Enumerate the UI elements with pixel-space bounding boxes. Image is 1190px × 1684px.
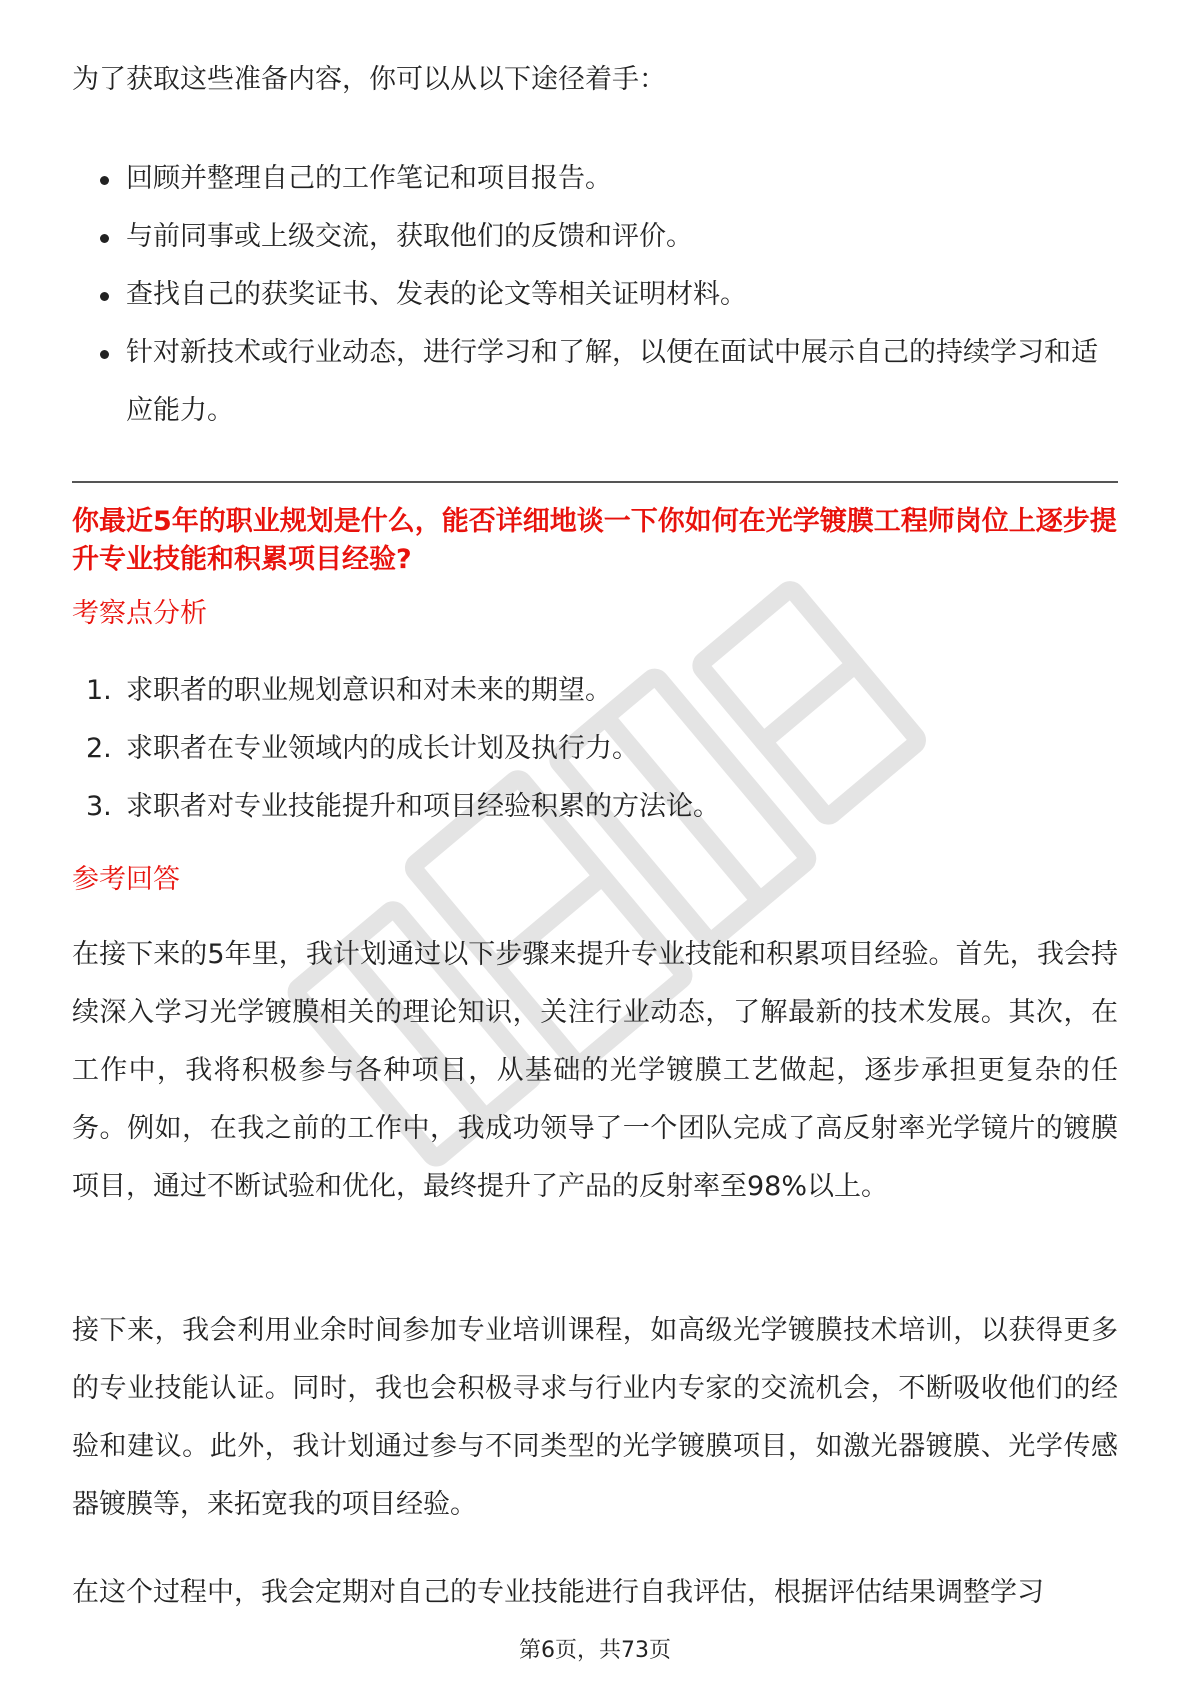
list-item	[72, 324, 1118, 440]
list-item-text: 针对新技术或行业动态，进行学习和了解，以便在面试中展示自己的持续学习和适应能力。	[126, 337, 1098, 426]
list-item-text: 求职者在专业领域内的成长计划及执行力。	[126, 733, 639, 764]
list-number: 2.	[86, 733, 112, 764]
answer-paragraph: 在接下来的5年里，我计划通过以下步骤来提升专业技能和积累项目经验。首先，我会持续深入学习光学镀膜相关的理论知识，关注行业动态，了解最新的技术发展。其次，在工作中，我将积极参与各种项目，从基础的光学镀膜工艺做起，逐步承担更复杂的任务。例如，在我之前的工作中，我成功领导了一个团队完成了高反射率光学镜片的镀膜项目，通过不断试验和优化，最终提升了产品的反射率至98%以上。	[72, 939, 1118, 1202]
page-footer: 第6页，共73页	[519, 1638, 671, 1663]
analysis-list	[72, 662, 720, 836]
list-item	[72, 778, 720, 836]
list-item-text: 求职者的职业规划意识和对未来的期望。	[126, 675, 612, 706]
list-item	[72, 208, 1118, 266]
section-divider	[72, 481, 1118, 483]
list-item-text: 回顾并整理自己的工作笔记和项目报告。	[126, 163, 612, 194]
list-item	[72, 720, 720, 778]
list-number: 3.	[86, 791, 112, 822]
bullet-icon	[100, 292, 109, 301]
question-heading: 你最近5年的职业规划是什么，能否详细地谈一下你如何在光学镀膜工程师岗位上逐步提升专业技能和积累项目经验?	[72, 506, 1117, 575]
list-number: 1.	[86, 675, 112, 706]
bullet-icon	[100, 350, 109, 359]
list-item	[72, 150, 1118, 208]
list-item-text: 查找自己的获奖证书、发表的论文等相关证明材料。	[126, 279, 747, 310]
list-item-text: 与前同事或上级交流，获取他们的反馈和评价。	[126, 221, 693, 252]
answer-title: 参考回答	[72, 864, 180, 895]
list-item	[72, 266, 1118, 324]
tips-list	[72, 150, 1118, 440]
answer-paragraph: 在这个过程中，我会定期对自己的专业技能进行自我评估，根据评估结果调整学习	[72, 1577, 1044, 1608]
bullet-icon	[100, 234, 109, 243]
bullet-icon	[100, 176, 109, 185]
analysis-title: 考察点分析	[72, 598, 207, 629]
intro-text: 为了获取这些准备内容，你可以从以下途径着手：	[72, 64, 666, 95]
list-item	[72, 662, 720, 720]
list-item-text: 求职者对专业技能提升和项目经验积累的方法论。	[126, 791, 720, 822]
answer-paragraph: 接下来，我会利用业余时间参加专业培训课程，如高级光学镀膜技术培训，以获得更多的专业技能认证。同时，我也会积极寻求与行业内专家的交流机会，不断吸收他们的经验和建议。此外，我计划通过参与不同类型的光学镀膜项目，如激光器镀膜、光学传感器镀膜等，来拓宽我的项目经验。	[72, 1315, 1118, 1520]
